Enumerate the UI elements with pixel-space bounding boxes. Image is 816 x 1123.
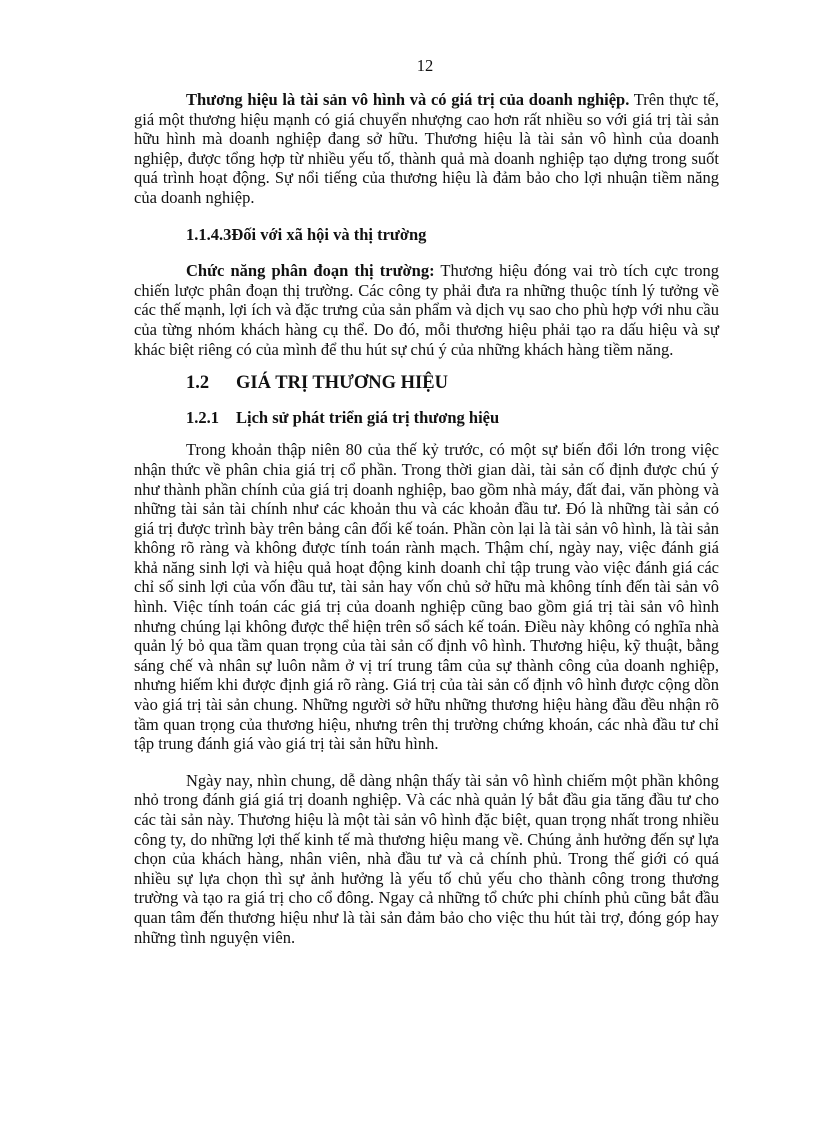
heading-number: 1.2 <box>186 373 210 394</box>
heading-title: Lịch sử phát triển giá trị thương hiệu <box>236 407 500 427</box>
paragraph-history: Trong khoản thập niên 80 của thế kỷ trước, có một sự biến đổi lớn trong việc nhận thức về phân chia giá trị cổ phần. Trong thời gian dài, tài sản cố định được chú ý như thành phần chính của giá trị doanh nghiệp, bao gồm nhà máy, đất đai, văn phòng và những tài sản tài chính như các khoản thu và các khoản đầu tư. Đó là những tài sản có giá trị được trình bày trên bảng cân đối kế toán. Phần còn lại là tài sản vô hình, là tài sản không rõ ràng và không được tính toán rành mạch. Thậm chí, ngày nay, việc đánh giá khả năng sinh lợi và hiệu quả hoạt động kinh doanh chỉ tập trung vào việc đánh giá các chỉ số sinh lợi của vốn đầu tư, tài sản hay vốn chủ sở hữu mà không tính đến tài sản vô hình. Việc tính toán các giá trị của doanh nghiệp cũng bao gồm giá trị tài sản vô hình nhưng chúng lại không được thể hiện trên sổ sách kế toán. Điều này không có nghĩa nhà quản lý bỏ qua tầm quan trọng của tài sản cố định vô hình. Thương hiệu, kỹ thuật, bằng sáng chế và nhân sự luôn nằm ở vị trí trung tâm của sự thành công của doanh nghiệp, nhưng hiếm khi được định giá rõ ràng. Giá trị của tài sản cố định vô hình được cộng dồn vào giá trị tài sản chung. Những người sở hữu những thương hiệu hàng đầu đều nhận rõ tầm quan trọng của thương hiệu, nhưng trên thị trường chứng khoán, các nhà đầu tư chỉ tập trung đánh giá vào giá trị tài sản hữu hình. <box>134 440 719 754</box>
page-number: 12 <box>416 56 434 75</box>
page-content <box>134 90 719 947</box>
heading-1-1-4-3: 1.1.4.3Đối với xã hội và thị trường <box>186 224 427 244</box>
heading-1-2-1 <box>186 408 719 428</box>
paragraph-lead: Thương hiệu là tài sản vô hình và có giá trị của doanh nghiệp. <box>186 90 630 109</box>
heading-number: 1.2.1 <box>186 407 219 427</box>
paragraph-intangible-asset <box>134 90 719 208</box>
paragraph-market-segmentation <box>134 261 719 359</box>
paragraph-text: Thương hiệu đóng vai trò tích cực trong chiến lược phân đoạn thị trường. Các công ty phải đưa ra những thuộc tính lý tưởng về các thế mạnh, lợi ích và đặc trưng của sản phẩm và dịch vụ sao cho phù hợp với nhu cầu của từng nhóm khách hàng cụ thể. Do đó, mỗi thương hiệu phải tạo ra dấu hiệu và sự khác biệt riêng có của mình để thu hút sự chú ý của những khách hàng tiềm năng. <box>134 261 719 359</box>
paragraph-lead: Chức năng phân đoạn thị trường: <box>186 261 435 281</box>
heading-1-2 <box>186 374 719 394</box>
heading-title: GIÁ TRỊ THƯƠNG HIỆU <box>236 373 448 394</box>
paragraph-text: Trên thực tế, giá một thương hiệu mạnh có giá chuyển nhượng cao hơn rất nhiều so với giá trị tài sản hữu hình mà doanh nghiệp đang sở hữu. Thương hiệu là tài sản vô hình của doanh nghiệp, được tổng hợp từ nhiều yếu tố, thành quả mà doanh nghiệp tạo dựng trong suốt quá trình hoạt động. Sự nổi tiếng của thương hiệu là đảm bảo cho lợi nhuận tiềm năng của doanh nghiệp. <box>134 90 719 207</box>
paragraph-today: Ngày nay, nhìn chung, dễ dàng nhận thấy tài sản vô hình chiếm một phần không nhỏ trong đánh giá giá trị doanh nghiệp. Và các nhà quản lý bắt đầu gia tăng đầu tư cho các tài sản này. Thương hiệu là một tài sản vô hình đặc biệt, quan trọng nhất trong nhiều công ty, do những lợi thế kinh tế mà thương hiệu mang về. Chúng ảnh hưởng đến sự lựa chọn của khách hàng, nhân viên, nhà đầu tư và cả chính phủ. Trong thế giới có quá nhiều sự lựa chọn thì sự ảnh hưởng là yếu tố chủ yếu cho thành công trong thương trường và tạo ra giá trị cho cổ đông. Ngay cả những tổ chức phi chính phủ cũng bắt đầu quan tâm đến thương hiệu như là tài sản đảm bảo cho việc thu hút tài trợ, đóng góp hay những tình nguyện viên. <box>134 770 719 947</box>
